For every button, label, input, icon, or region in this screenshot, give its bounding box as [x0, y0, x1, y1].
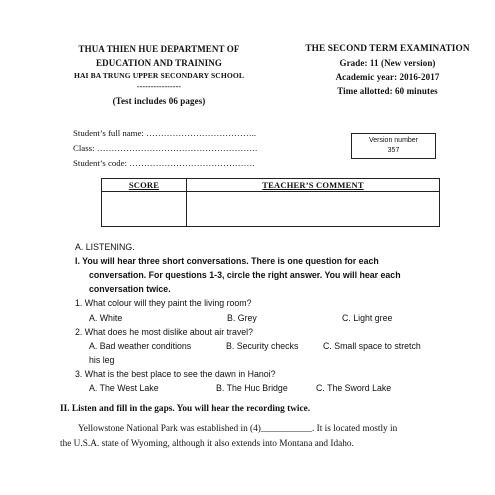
question-3-option-a: A. The West Lake	[89, 383, 159, 393]
academic-year: Academic year: 2016-2017	[335, 72, 440, 82]
part1-instructions-line1: I. You will hear three short conversations. There is one question for each	[75, 256, 379, 266]
teacher-comment-header: TEACHER’S COMMENT	[187, 179, 440, 192]
question-2-option-b: B. Security checks	[226, 341, 299, 351]
question-1-option-a: A. White	[89, 313, 123, 323]
question-3-option-b: B. The Huc Bridge	[216, 383, 288, 393]
question-1-option-c: C. Light gree	[342, 313, 393, 323]
question-2-option-c-continued: his leg	[89, 355, 115, 365]
part2-passage-line2: the U.S.A. state of Wyoming, although it also extends into Montana and Idaho.	[60, 439, 354, 449]
question-1-option-b: B. Grey	[227, 313, 257, 323]
time-allotted: Time allotted: 60 minutes	[337, 86, 438, 96]
question-3-option-c: C. The Sword Lake	[316, 383, 392, 393]
exam-grade: Grade: 11 (New version)	[339, 58, 436, 68]
question-3: 3. What is the best place to see the dawn in Hanoi?	[75, 369, 276, 379]
version-label: Version number	[368, 137, 419, 144]
part1-instructions-line3: conversation twice.	[89, 284, 171, 294]
score-cell	[102, 192, 187, 227]
header-divider: ----------------	[136, 82, 182, 91]
department-name: THUA THIEN HUE DEPARTMENT OF	[78, 44, 240, 54]
question-1: 1. What colour will they paint the living room?	[75, 298, 252, 308]
section-a-heading: A. LISTENING.	[75, 242, 135, 252]
part2-heading: II. Listen and fill in the gaps. You will hear the recording twice.	[60, 404, 311, 414]
school-name: HAI BA TRUNG UPPER SECONDARY SCHOOL	[73, 71, 245, 80]
score-header: SCORE	[102, 179, 187, 192]
student-name-field: Student’s full name: ………………………………..	[73, 128, 257, 138]
class-field: Class: ……………………………………………….	[73, 143, 258, 153]
score-table	[101, 178, 440, 227]
version-number: 357	[387, 147, 400, 154]
page-count-note: (Test includes 06 pages)	[112, 96, 206, 106]
teacher-comment-cell	[187, 192, 440, 227]
department-subtitle: EDUCATION AND TRAINING	[96, 58, 222, 68]
part1-instructions-line2: conversation. For questions 1-3, circle the right answer. You will hear each	[89, 270, 401, 280]
question-2-option-a: A. Bad weather conditions	[89, 341, 192, 351]
exam-title: THE SECOND TERM EXAMINATION	[305, 44, 470, 54]
question-2-option-c: C. Small space to stretch	[323, 341, 421, 351]
student-code-field: Student’s code: …………………………………….	[73, 158, 255, 168]
part2-passage-line1: Yellowstone National Park was established in (4)___________. It is located mostly in	[78, 424, 398, 434]
question-2: 2. What does he most dislike about air travel?	[75, 327, 253, 337]
version-box	[351, 133, 436, 159]
